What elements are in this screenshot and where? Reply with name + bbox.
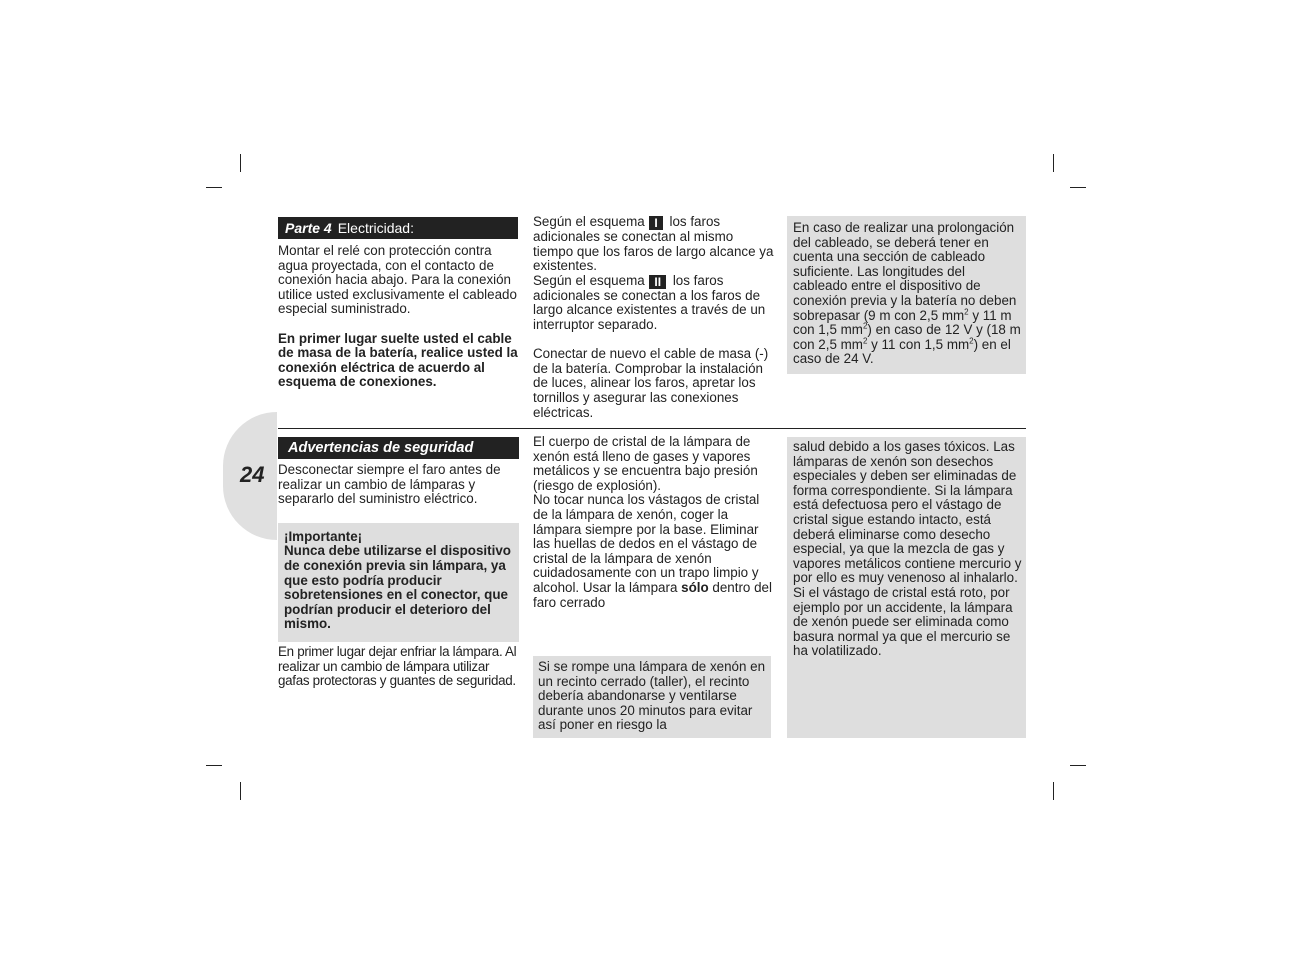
warning-box-broken-lamp	[533, 656, 771, 738]
paragraph: No tocar nunca los vástagos de cristal de la lámpara de xenón, coger la lámpara siempre por la base. Eliminar las huellas de dedos en el vástago de cristal de la lámpara de xenón cuidadosamente con un trapo limpio y alcohol. Usar la lámpara sólo dentro del faro cerrado	[533, 492, 772, 610]
schema-ii-badge: II	[649, 275, 666, 289]
paragraph: Conectar de nuevo el cable de masa (-) de la batería. Comprobar la instalación de luces, alinear los faros, apretar los tornillos y asegurar las conexiones eléctricas.	[533, 346, 769, 420]
warning-text: Si se rompe una lámpara de xenón en un recinto cerrado (taller), el recinto debería abandonarse y ventilarse durante unos 20 minutos para evitar así poner en riesgo la	[538, 659, 766, 733]
section-electricity-col1	[278, 217, 518, 390]
crop-mark	[206, 187, 222, 188]
crop-mark	[1070, 765, 1086, 766]
paragraph: En primer lugar dejar enfriar la lámpara. Al realizar un cambio de lámpara utilizar gafas protectoras y guantes de seguridad.	[278, 643, 517, 689]
section-header-label: Electricidad:	[337, 220, 414, 236]
paragraph-schema-ii: Según el esquema II los faros adicionales se conectan a los faros de largo alcance existentes a través de un interruptor separado.	[533, 272, 766, 332]
paragraph-bold: En primer lugar suelte usted el cable de masa de la batería, realice usted la conexión eléctrica de acuerdo al esquema de conexiones.	[278, 330, 518, 390]
page-number: 24	[240, 462, 265, 487]
paragraph-schema-i: Según el esquema I los faros adicionales se conectan al mismo tiempo que los faros de largo alcance ya existentes.	[533, 214, 774, 274]
section-header-electricity	[278, 217, 518, 239]
schema-i-badge: I	[649, 216, 662, 230]
important-box	[278, 523, 519, 642]
paragraph: El cuerpo de cristal de la lámpara de xenón está lleno de gases y vapores metálicos y se encuentra bajo presión (riesgo de explosión).	[533, 434, 758, 493]
important-title: ¡Importante¡	[284, 528, 363, 544]
section-electricity-col2	[533, 215, 775, 420]
crop-mark	[1070, 187, 1086, 188]
warning-box-disposal	[787, 437, 1026, 738]
crop-mark	[240, 782, 241, 800]
paragraph: Desconectar siempre el faro antes de realizar un cambio de lámparas y separarlo del suministro eléctrico.	[278, 462, 501, 507]
important-text: Nunca debe utilizarse el dispositivo de conexión previa sin lámpara, ya que esto podría producir sobretensiones en el conector, que podrían producir el deterioro del mismo.	[284, 543, 511, 632]
section-header-safety: Advertencias de seguridad	[278, 437, 519, 459]
crop-mark	[1053, 782, 1054, 800]
crop-mark	[240, 154, 241, 172]
crop-mark	[1053, 154, 1054, 172]
note-box-cable-length	[787, 216, 1026, 374]
paragraph: Montar el relé con protección contra agua proyectada, con el contacto de conexión hacia abajo. Para la conexión utilice usted exclusivamente el cableado especial suministrado.	[278, 243, 517, 317]
crop-mark	[206, 765, 222, 766]
warning-text: salud debido a los gases tóxicos. Las lámparas de xenón son desechos especiales y deben ser eliminadas de forma correspondiente. Si la lámpara está defectuosa pero el vástago de cristal sigue estando intacto, está deberá eliminarse como desecho especial, ya que la mezcla de gas y vapores metálicos contiene mercurio y por ello es muy venenoso al inhalarlo. Si el vástago de cristal está roto, por ejemplo por un accidente, la lámpara de xenón puede ser eliminada como basura normal ya que el mercurio se ha volatilizado.	[793, 439, 1022, 659]
note-text: En caso de realizar una prolongación del cableado, se deberá tener en cuenta una sección de cableado suficiente. Las longitudes del cableado entre el dispositivo de conexión previa y la batería no deben sobrepasar (9 m con 2,5 $mm^2$ y 11 m con 1,5 $mm^2$) en caso de 12 V y (18 m con 2,5 $mm^2$ y 11 con 1,5 $mm^2$) en el caso de 24 V.	[793, 220, 1021, 367]
section-header-part: Parte 4	[285, 220, 332, 236]
section-divider	[278, 428, 1026, 429]
section-safety-col1	[278, 437, 519, 689]
section-safety-col2	[533, 435, 775, 610]
